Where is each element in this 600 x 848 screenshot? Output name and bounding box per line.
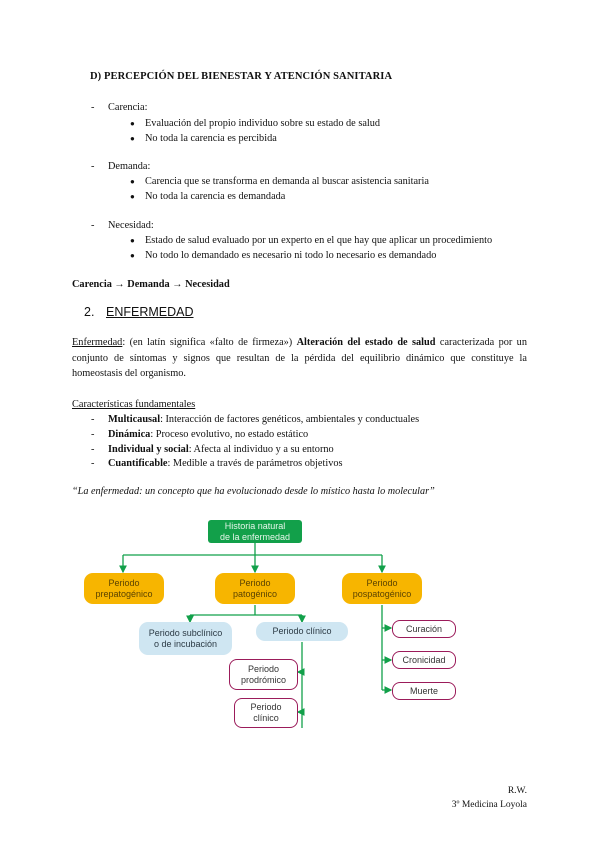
- diagram-text: clínico: [253, 713, 279, 723]
- diagram-root-box: [208, 520, 302, 543]
- diagram-text: pospatogénico: [352, 588, 412, 599]
- bullet-icon: ●: [130, 236, 135, 245]
- diagram-text: Periodo clínico: [272, 626, 332, 636]
- footer-initials: R.W.: [507, 786, 527, 796]
- diagram-text: patogénico: [232, 588, 278, 599]
- dash-marker: -: [91, 444, 95, 455]
- diagram-text: o de incubación: [153, 638, 218, 649]
- quote: “La enfermedad: un concepto que ha evolucionado desde lo místico hasta lo molecular”: [72, 486, 435, 497]
- diagram-text: Periodo: [247, 663, 280, 674]
- diagram-box-subclinico: [139, 622, 232, 655]
- diagram-text: prepatogénico: [95, 588, 153, 599]
- list-label: Demanda:: [108, 161, 151, 172]
- definition-term: Enfermedad: [72, 337, 123, 348]
- dash-marker: -: [91, 161, 95, 172]
- dash-marker: -: [91, 414, 95, 425]
- definition-rest: caracterizada por un conjunto de síntomas y signos que resultan de la pérdida del equilibrio dinámico que constituye la homeostasis del organismo.: [72, 337, 527, 379]
- diagram-box-muerte: [392, 682, 456, 700]
- definition-latin: : (en latín significa «falto de firmeza»): [122, 337, 297, 348]
- characteristics-title-text: Características fundamentales: [72, 399, 196, 410]
- diagram-text: Curación: [405, 623, 443, 634]
- diagram-box-curacion: [392, 620, 456, 638]
- diagram-text: Periodo: [239, 577, 271, 588]
- dash-marker: -: [91, 220, 95, 231]
- diagram-text: de la enfermedad: [219, 531, 291, 542]
- section-heading-d: D) PERCEPCIÓN DEL BIENESTAR Y ATENCIÓN SANITARIA: [90, 71, 393, 82]
- diagram-text: Historia natural: [224, 520, 286, 531]
- dash-marker: -: [91, 458, 95, 469]
- diagram-box-pospatogenico: [342, 573, 422, 604]
- diagram-box-cronicidad: [392, 651, 456, 669]
- section-title: ENFERMEDAD: [106, 305, 194, 319]
- list-item-text: No toda la carencia es percibida: [145, 133, 277, 144]
- characteristic-text: : Proceso evolutivo, no estado estático: [150, 429, 309, 440]
- diagram-box-clinico: [256, 622, 348, 641]
- diagram-text: Periodo: [108, 577, 140, 588]
- diagram-text: prodrómico: [240, 674, 287, 685]
- list-item-text: Carencia que se transforma en demanda al buscar asistencia sanitaria: [145, 176, 429, 187]
- diagram-text: Periodo: [250, 702, 282, 712]
- list-item-text: Evaluación del propio individuo sobre su estado de salud: [145, 118, 381, 129]
- diagram-box-patogenico: [215, 573, 295, 604]
- list-label: Carencia:: [108, 102, 148, 113]
- characteristic-bold: Multicausal: [108, 414, 161, 425]
- list-item-text: Estado de salud evaluado por un experto en el que hay que aplicar un procedimiento: [145, 235, 493, 246]
- characteristic-bold: Cuantificable: [108, 458, 168, 469]
- list-item-text: No toda la carencia es demandada: [145, 191, 286, 202]
- list-item-text: No todo lo demandado es necesario ni todo lo necesario es demandado: [145, 250, 437, 261]
- bullet-icon: ●: [130, 119, 135, 128]
- list-label: Necesidad:: [108, 220, 154, 231]
- diagram-text: Cronicidad: [402, 654, 446, 665]
- bullet-icon: ●: [130, 251, 135, 260]
- characteristic-bold: Individual y social: [108, 444, 189, 455]
- characteristic-text: : Interacción de factores genéticos, ambientales y conductuales: [160, 414, 420, 425]
- diagram-text: Periodo: [366, 577, 398, 588]
- diagram-box-prepatogenico: [84, 573, 164, 604]
- characteristic-text: : Medible a través de parámetros objetivos: [167, 458, 343, 469]
- characteristic-text: : Afecta al individuo y a su entorno: [188, 444, 334, 455]
- bullet-icon: ●: [130, 192, 135, 201]
- summary-line: Carencia → Demanda → Necesidad: [72, 279, 230, 290]
- diagram-text: Periodo subclínico: [148, 627, 223, 638]
- diagram-text: Muerte: [409, 685, 438, 696]
- characteristic-bold: Dinámica: [108, 429, 151, 440]
- definition-bold: Alteración del estado de salud: [296, 337, 436, 348]
- footer-course: 3º Medicina Loyola: [451, 800, 527, 810]
- bullet-icon: ●: [130, 177, 135, 186]
- section-number: 2.: [84, 305, 95, 319]
- dash-marker: -: [91, 102, 95, 113]
- diagram-box-clinico-sub: [234, 698, 298, 728]
- dash-marker: -: [91, 429, 95, 440]
- bullet-icon: ●: [130, 134, 135, 143]
- diagram-box-prodromico: [229, 659, 298, 690]
